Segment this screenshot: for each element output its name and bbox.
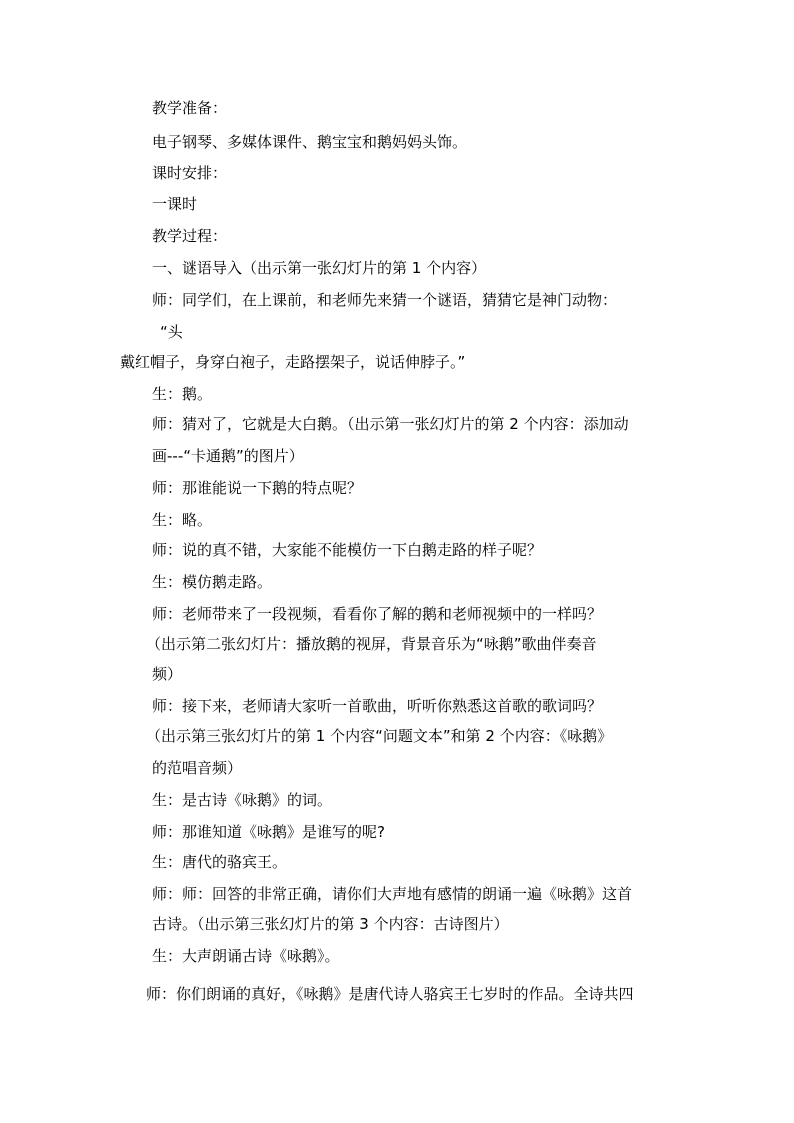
text-line: 生：鹅。 xyxy=(152,385,213,403)
text-line: 课时安排： xyxy=(152,164,228,182)
text-line: 生：大声朗诵古诗《咏鹅》。 xyxy=(152,947,340,965)
text-line: 电子钢琴、多媒体课件、鹅宝宝和鹅妈妈头饰。 xyxy=(152,133,468,151)
text-line: 画---“卡通鹅”的图片） xyxy=(152,447,304,465)
text-line: 古诗。（出示第三张幻灯片的第 3 个内容：古诗图片） xyxy=(152,915,509,933)
text-line: 师：接下来，老师请大家听一首歌曲，听听你熟悉这首歌的歌词吗？ xyxy=(152,697,603,715)
text-line: 师：同学们，在上课前，和老师先来猜一个谜语，猜猜它是神门动物： xyxy=(152,291,618,309)
text-line: 生：模仿鹅走路。 xyxy=(152,573,273,591)
text-line: 教学准备： xyxy=(152,99,228,117)
text-line: 师：那谁能说一下鹅的特点呢？ xyxy=(152,479,363,497)
text-line: 的范唱音频） xyxy=(152,759,243,777)
text-line: 戴红帽子，身穿白袍子，走路摆架子，说话伸脖子。” xyxy=(120,353,466,371)
text-line: （出示第三张幻灯片的第 1 个内容“问题文本”和第 2 个内容：《咏鹅》 xyxy=(146,727,613,745)
text-line: 师：你们朗诵的真好，《咏鹅》是唐代诗人骆宾王七岁时的作品。全诗共四 xyxy=(146,985,634,1003)
text-line: （出示第二张幻灯片：播放鹅的视屏，背景音乐为“咏鹅”歌曲伴奏音 xyxy=(146,635,597,653)
text-line: 一、谜语导入（出示第一张幻灯片的第 1 个内容） xyxy=(152,259,487,277)
text-line: 师：说的真不错，大家能不能模仿一下白鹅走路的样子呢？ xyxy=(152,541,543,559)
text-line: 教学过程： xyxy=(152,227,228,245)
text-line: 生：是古诗《咏鹅》的词。 xyxy=(152,791,333,809)
text-line: 一课时 xyxy=(152,195,198,213)
text-line: “头 xyxy=(160,323,183,341)
text-line: 师：师：回答的非常正确，请你们大声地有感情的朗诵一遍《咏鹅》这首 xyxy=(152,885,633,903)
text-line: 频） xyxy=(152,665,183,683)
text-line: 师：猜对了，它就是大白鹅。（出示第一张幻灯片的第 2 个内容：添加动 xyxy=(152,415,629,433)
text-line: 生：略。 xyxy=(152,511,213,529)
text-line: 师：老师带来了一段视频，看看你了解的鹅和老师视频中的一样吗？ xyxy=(152,605,603,623)
text-line: 师：那谁知道《咏鹅》是谁写的呢? xyxy=(152,823,385,841)
text-line: 生：唐代的骆宾王。 xyxy=(152,853,288,871)
